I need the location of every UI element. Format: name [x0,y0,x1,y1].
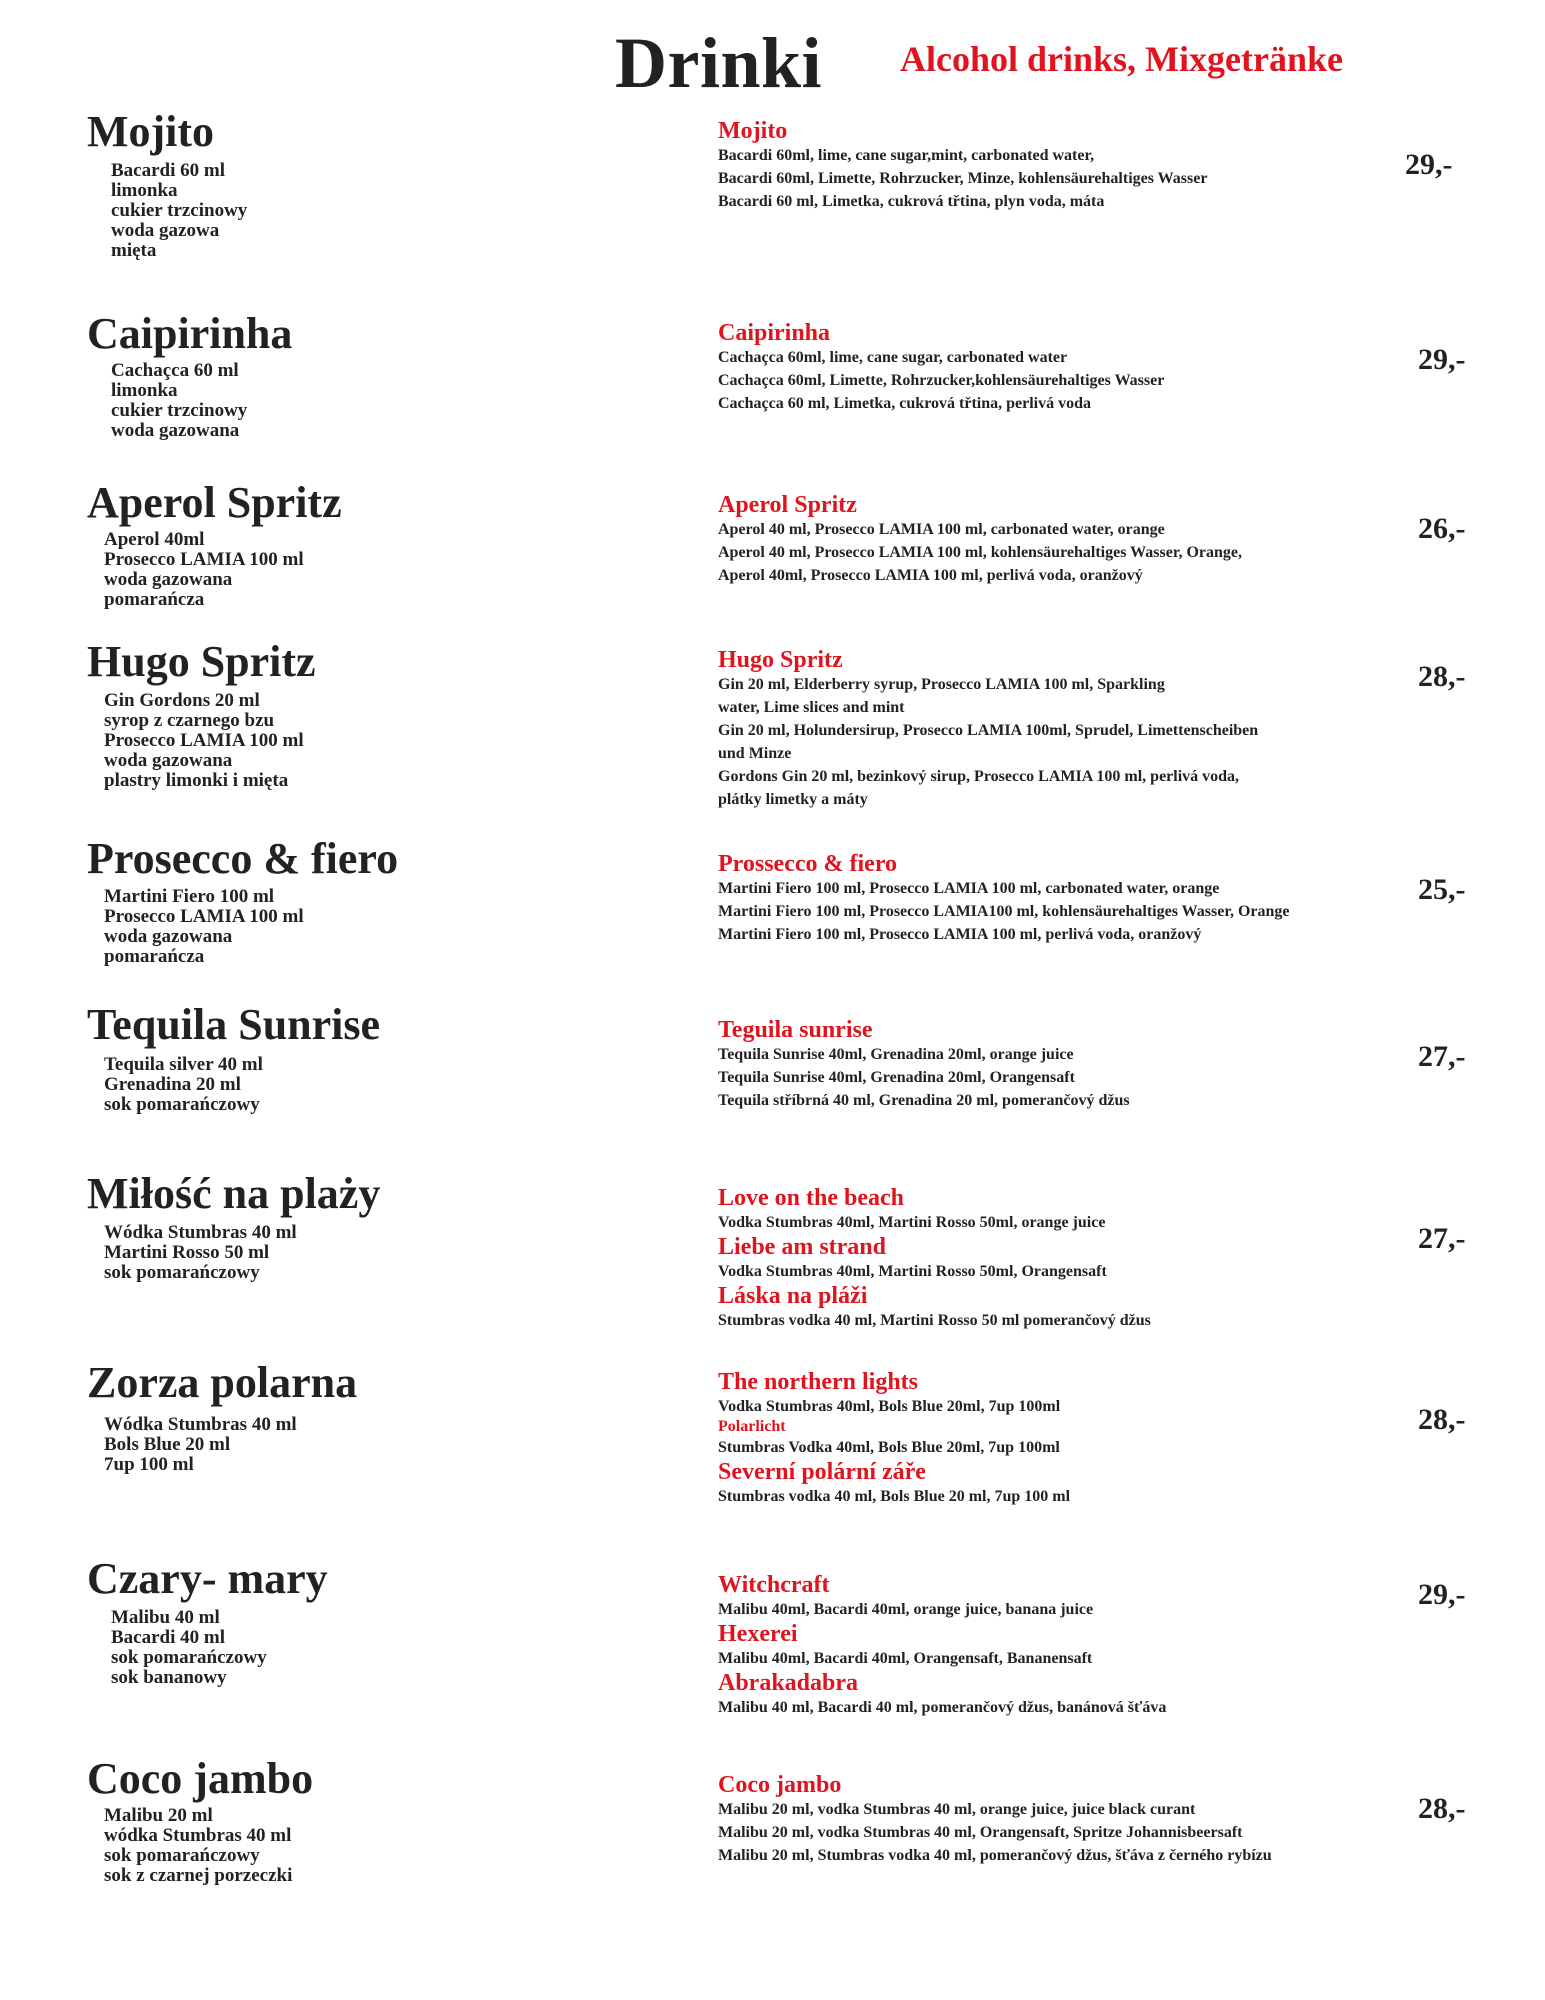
drink-name-pl: Mojito [87,107,215,156]
drink-name-translated: Abrakadabra [718,1670,859,1696]
ingredient: sok pomarańczowy [104,1094,260,1115]
ingredient: Gin Gordons 20 ml [104,690,260,711]
ingredient-description: Malibu 20 ml, Stumbras vodka 40 ml, pomerančový džus, šťáva z černého rybízu [718,1847,1272,1864]
ingredient-description: Malibu 20 ml, vodka Stumbras 40 ml, Orangensaft, Spritze Johannisbeersaft [718,1824,1243,1841]
ingredient: pomarańcza [104,589,205,610]
ingredient-description: Malibu 40ml, Bacardi 40ml, orange juice, banana juice [718,1601,1094,1618]
translations-block [718,1017,1398,1112]
drink-name-translated: Coco jambo [718,1772,842,1798]
ingredient: syrop z czarnego bzu [104,710,275,731]
drink-name-translated: Polarlicht [718,1418,786,1435]
ingredient: Bacardi 40 ml [111,1627,225,1648]
drink-name-translated: Mojito [718,118,788,144]
ingredient: sok pomarańczowy [104,1262,260,1283]
ingredient-description: Vodka Stumbras 40ml, Martini Rosso 50ml, Orangensaft [718,1263,1107,1280]
drink-name-pl: Aperol Spritz [87,478,342,527]
ingredient: limonka [111,180,178,201]
translations-block [718,1572,1398,1719]
ingredient-description: water, Lime slices and mint [718,699,905,716]
ingredient: limonka [111,380,178,401]
drink-name-translated: Hexerei [718,1621,798,1647]
ingredient-list-pl [111,361,247,441]
ingredient-description: Tequila Sunrise 40ml, Grenadina 20ml, Orangensaft [718,1069,1075,1086]
drink-name-pl: Tequila Sunrise [87,1000,381,1049]
ingredient: Prosecco LAMIA 100 ml [104,730,304,751]
ingredient: pomarańcza [104,946,205,967]
ingredient-description: Gordons Gin 20 ml, bezinkový sirup, Prosecco LAMIA 100 ml, perlivá voda, [718,768,1240,785]
ingredient-description: Aperol 40 ml, Prosecco LAMIA 100 ml, kohlensäurehaltiges Wasser, Orange, [718,544,1242,561]
translations-block [718,1772,1398,1867]
ingredient: Wódka Stumbras 40 ml [104,1222,297,1243]
drink-name-pl: Caipirinha [87,309,293,358]
ingredient: sok z czarnej porzeczki [104,1865,293,1886]
ingredient: sok pomarańczowy [104,1845,260,1866]
ingredient: Prosecco LAMIA 100 ml [104,549,304,570]
drink-price: 29,- [1405,148,1453,181]
translations-block [718,118,1398,213]
ingredient: mięta [111,240,157,261]
ingredient: Martini Rosso 50 ml [104,1242,270,1263]
drink-name-pl: Hugo Spritz [87,637,316,686]
ingredient: woda gazowana [111,420,240,441]
ingredient-description: Tequila Sunrise 40ml, Grenadina 20ml, orange juice [718,1046,1074,1063]
drink-name-translated: Aperol Spritz [718,492,857,518]
ingredient: Prosecco LAMIA 100 ml [104,906,304,927]
drink-price: 28,- [1418,1792,1466,1825]
ingredient: woda gazowana [104,750,233,771]
ingredient-description: Stumbras vodka 40 ml, Bols Blue 20 ml, 7up 100 ml [718,1488,1071,1505]
drink-price: 29,- [1418,1578,1466,1611]
drink-name-translated: Severní polární záře [718,1459,926,1485]
ingredient-description: Aperol 40ml, Prosecco LAMIA 100 ml, perlivá voda, oranžový [718,567,1143,584]
ingredient-list-pl [111,1608,267,1688]
ingredient: woda gazowana [104,926,233,947]
ingredient-list-pl [104,1223,297,1283]
drink-name-translated: Láska na pláži [718,1283,868,1309]
drink-name-translated: The northern lights [718,1369,919,1395]
ingredient: 7up 100 ml [104,1454,194,1475]
ingredient-description: Stumbras Vodka 40ml, Bols Blue 20ml, 7up 100ml [718,1439,1060,1456]
ingredient-description: Martini Fiero 100 ml, Prosecco LAMIA 100 ml, carbonated water, orange [718,880,1220,897]
ingredient-description: Gin 20 ml, Holundersirup, Prosecco LAMIA 100ml, Sprudel, Limettenscheiben [718,722,1259,739]
ingredient: Wódka Stumbras 40 ml [104,1414,297,1435]
ingredient: sok pomarańczowy [111,1647,267,1668]
ingredient-list-pl [104,530,304,610]
drink-name-translated: Prossecco & fiero [718,851,898,877]
drink-name-translated: Liebe am strand [718,1234,886,1260]
ingredient-description: Martini Fiero 100 ml, Prosecco LAMIA100 ml, kohlensäurehaltiges Wasser, Orange [718,903,1290,920]
ingredient: Grenadina 20 ml [104,1074,241,1095]
ingredient: Tequila silver 40 ml [104,1054,263,1075]
ingredient-description: Malibu 40 ml, Bacardi 40 ml, pomerančový džus, banánová šťáva [718,1699,1167,1716]
ingredient-list-pl [104,1806,292,1886]
drink-price: 27,- [1418,1222,1466,1255]
drink-name-translated: Love on the beach [718,1185,904,1211]
ingredient-description: Bacardi 60ml, Limette, Rohrzucker, Minze, kohlensäurehaltiges Wasser [718,170,1208,187]
ingredient-description: Malibu 40ml, Bacardi 40ml, Orangensaft, Bananensaft [718,1650,1093,1667]
translations-block [718,647,1398,811]
translations-block [718,1185,1398,1332]
drink-price: 27,- [1418,1040,1466,1073]
ingredient: Bacardi 60 ml [111,160,225,181]
ingredient-list-pl [111,161,247,261]
ingredient-description: Vodka Stumbras 40ml, Bols Blue 20ml, 7up 100ml [718,1398,1061,1415]
ingredient-description: Stumbras vodka 40 ml, Martini Rosso 50 ml pomerančový džus [718,1312,1151,1329]
translations-block [718,1369,1398,1508]
ingredient-list-pl [104,1055,263,1115]
drink-name-pl: Miłość na plaży [87,1169,381,1218]
ingredient-description: Bacardi 60 ml, Limetka, cukrová třtina, plyn voda, máta [718,193,1105,210]
translations-block [718,851,1398,946]
drink-name-pl: Coco jambo [87,1754,314,1803]
ingredient: wódka Stumbras 40 ml [104,1825,292,1846]
drink-price: 28,- [1418,660,1466,693]
drink-name-translated: Teguila sunrise [718,1017,873,1043]
drink-price: 26,- [1418,512,1466,545]
ingredient-description: plátky limetky a máty [718,791,868,808]
ingredient-description: Malibu 20 ml, vodka Stumbras 40 ml, orange juice, juice black curant [718,1801,1196,1818]
drink-name-pl: Prosecco & fiero [87,834,399,883]
ingredient-description: Cachaçca 60 ml, Limetka, cukrová třtina, perlivá voda [718,395,1092,412]
ingredient: cukier trzcinowy [111,200,248,221]
ingredient-description: Bacardi 60ml, lime, cane sugar,mint, carbonated water, [718,147,1095,164]
drink-name-pl: Zorza polarna [87,1358,358,1407]
ingredient-description: Aperol 40 ml, Prosecco LAMIA 100 ml, carbonated water, orange [718,521,1165,538]
ingredient: Martini Fiero 100 ml [104,886,275,907]
ingredient: Bols Blue 20 ml [104,1434,231,1455]
drink-price: 28,- [1418,1403,1466,1436]
drink-name-translated: Witchcraft [718,1572,830,1598]
ingredient: woda gazowana [104,569,233,590]
ingredient-description: Tequila stříbrná 40 ml, Grenadina 20 ml, pomerančový džus [718,1092,1130,1109]
ingredient: cukier trzcinowy [111,400,248,421]
ingredient: Cachaçca 60 ml [111,360,239,381]
ingredient: Aperol 40ml [104,529,205,550]
ingredient: sok bananowy [111,1667,227,1688]
drink-price: 25,- [1418,873,1466,906]
drink-name-translated: Caipirinha [718,320,831,346]
ingredient-description: Cachaçca 60ml, lime, cane sugar, carbonated water [718,349,1068,366]
ingredient-list-pl [104,691,304,791]
page-subtitle: Alcohol drinks, Mixgetränke [900,39,1344,79]
ingredient: Malibu 20 ml [104,1805,213,1826]
drink-name-pl: Czary- mary [87,1554,328,1603]
translations-block [718,492,1398,587]
ingredient-description: Vodka Stumbras 40ml, Martini Rosso 50ml, orange juice [718,1214,1106,1231]
page-title: Drinki [615,23,823,103]
ingredient: woda gazowa [111,220,220,241]
ingredient: plastry limonki i mięta [104,770,289,791]
drink-name-translated: Hugo Spritz [718,647,843,673]
translations-block [718,320,1398,415]
ingredient-description: Gin 20 ml, Elderberry syrup, Prosecco LAMIA 100 ml, Sparkling [718,676,1165,693]
ingredient-description: und Minze [718,745,792,762]
ingredient-description: Cachaçca 60ml, Limette, Rohrzucker,kohlensäurehaltiges Wasser [718,372,1165,389]
ingredient-list-pl [104,1415,297,1475]
drink-price: 29,- [1418,343,1466,376]
ingredient-description: Martini Fiero 100 ml, Prosecco LAMIA 100 ml, perlivá voda, oranžový [718,926,1202,943]
ingredient-list-pl [104,887,304,967]
ingredient: Malibu 40 ml [111,1607,220,1628]
